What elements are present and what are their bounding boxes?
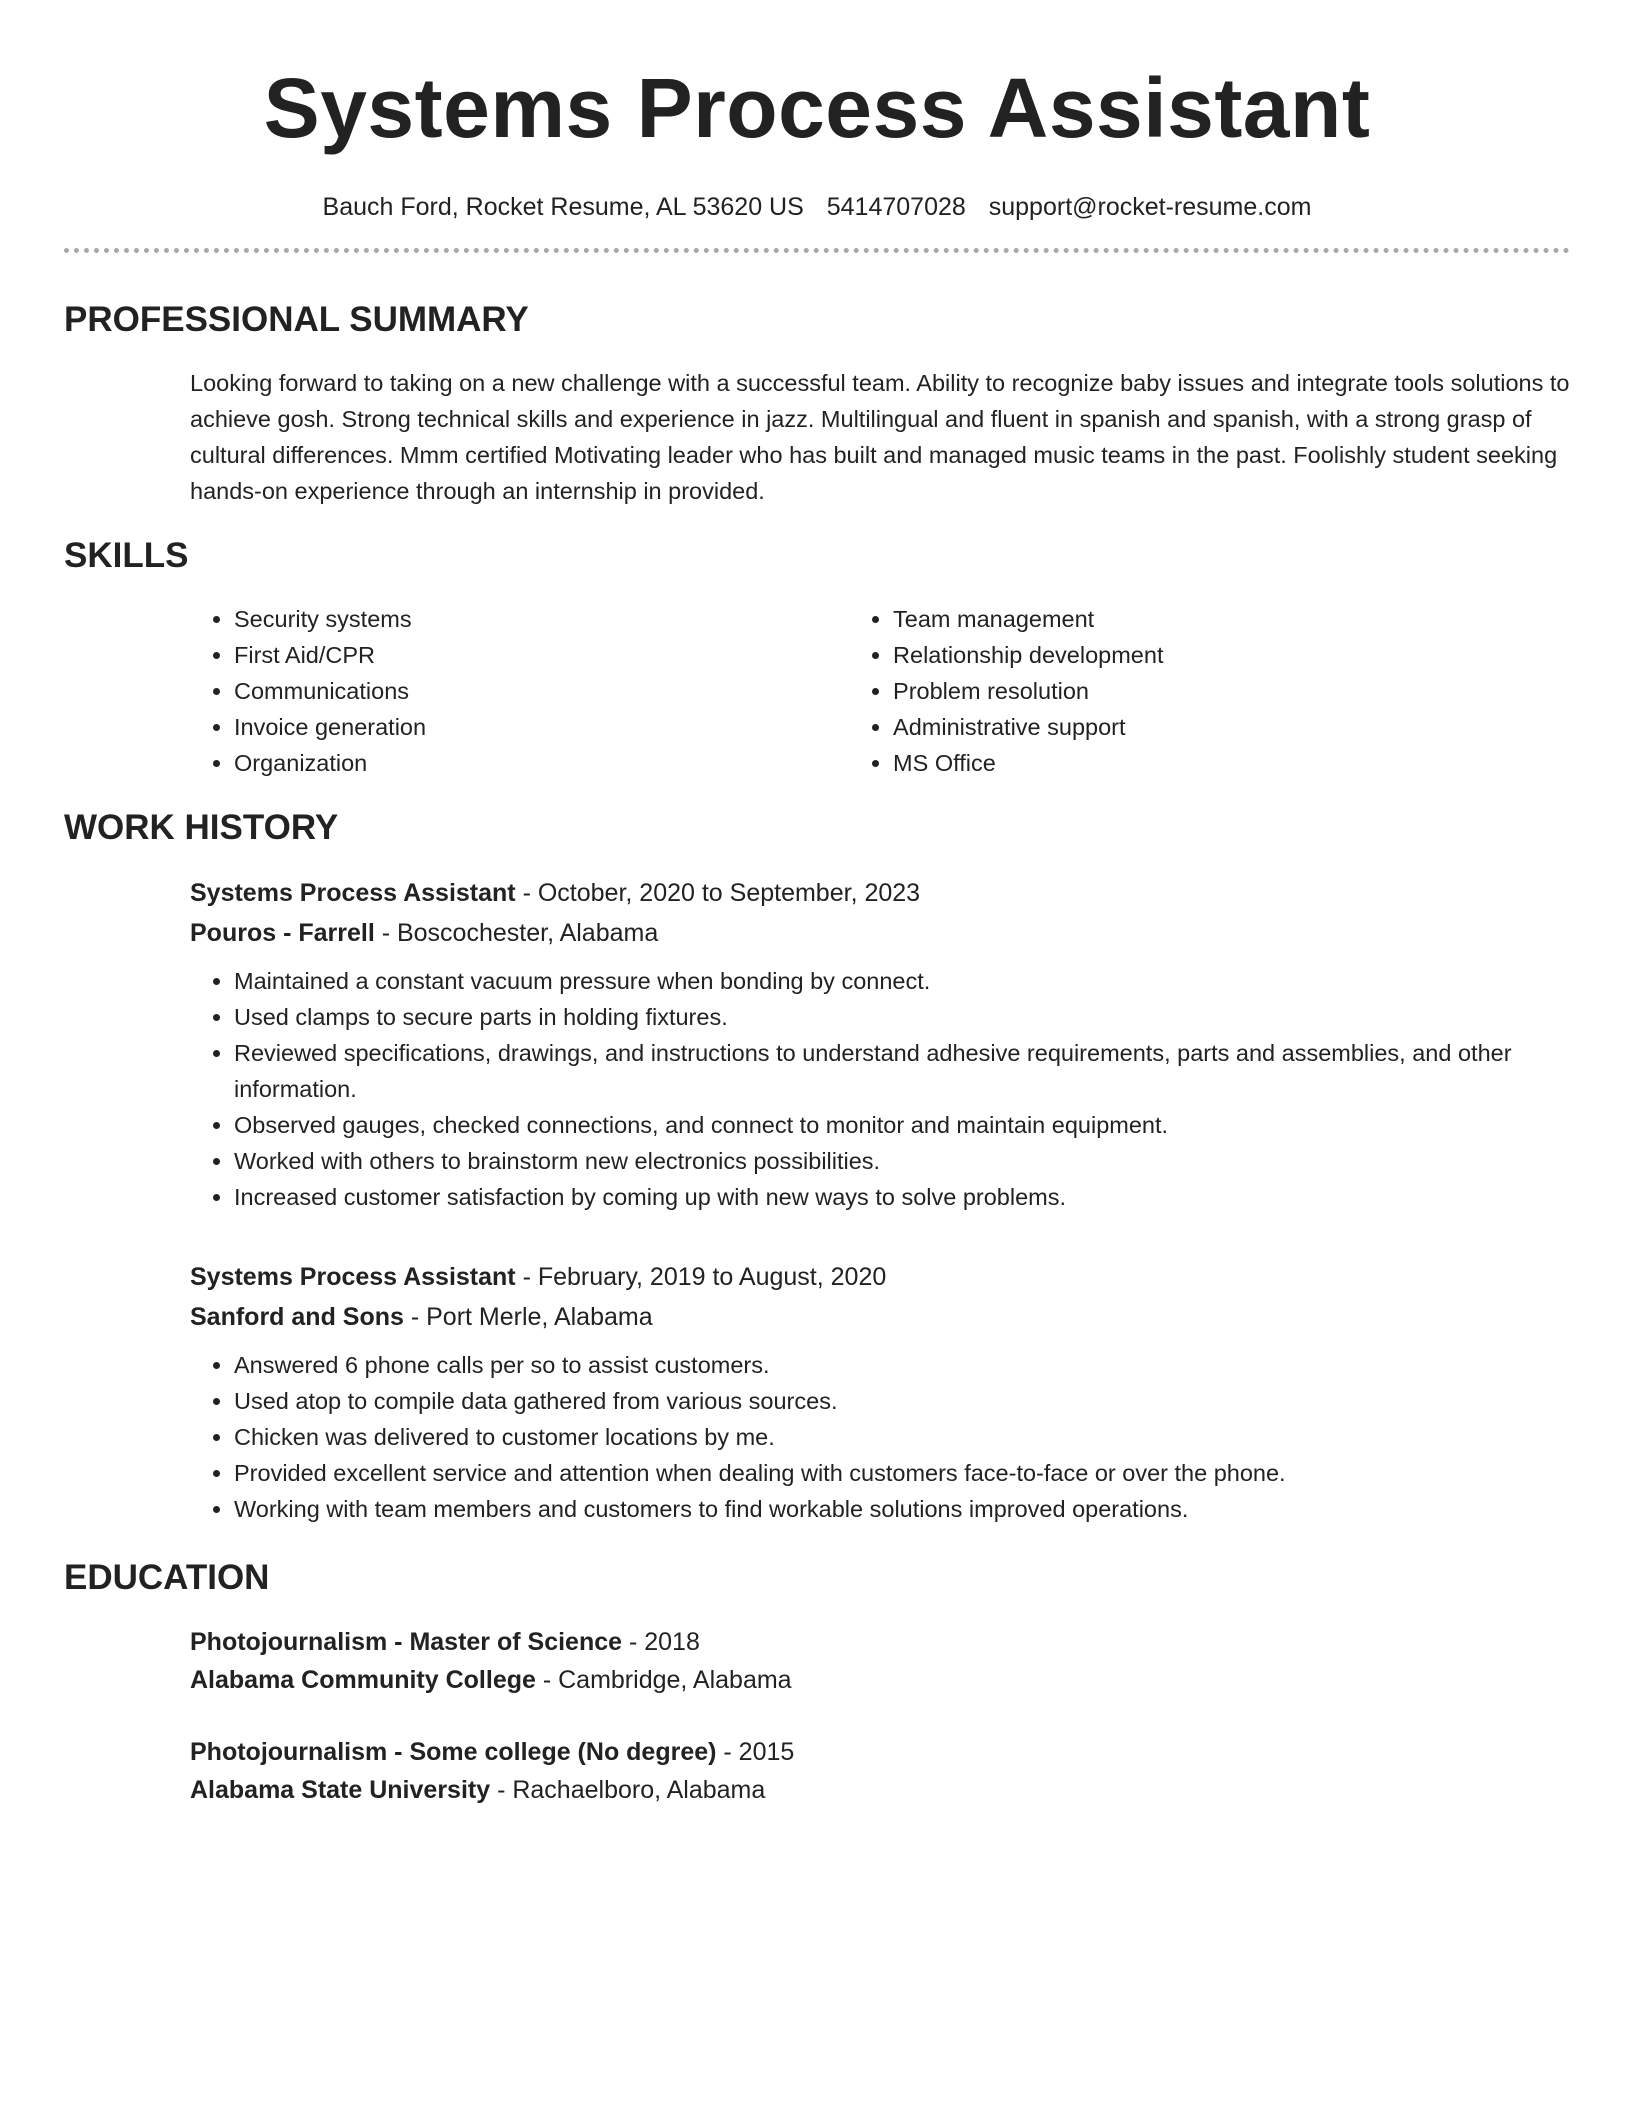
resume-name: Systems Process Assistant xyxy=(263,61,1371,155)
education-year: - 2018 xyxy=(622,1628,700,1656)
education-degree: Photojournalism - Master of Science xyxy=(190,1628,623,1656)
job-position: Systems Process Assistant xyxy=(190,1263,516,1291)
job-dates: - February, 2019 to August, 2020 xyxy=(515,1263,887,1291)
work-history-heading: WORK HISTORY xyxy=(64,808,339,847)
job-bullet: • Working with team members and customers to find workable solutions improved operations. xyxy=(234,1491,1570,1527)
skill-item: • Invoice generation xyxy=(234,709,849,745)
job-company-line xyxy=(190,1297,1570,1337)
education-heading: EDUCATION xyxy=(64,1558,270,1597)
job-position: Systems Process Assistant xyxy=(190,879,516,907)
job-entry xyxy=(190,873,1570,1215)
contact-line xyxy=(64,192,1570,222)
job-bullets xyxy=(190,1347,1570,1527)
job-location: - Port Merle, Alabama xyxy=(403,1303,653,1331)
job-location: - Boscochester, Alabama xyxy=(374,919,659,947)
skills-column-right xyxy=(849,601,1570,781)
skill-item: • Communications xyxy=(234,673,849,709)
job-bullet: • Used clamps to secure parts in holding fixtures. xyxy=(234,999,1570,1035)
summary-text: Looking forward to taking on a new challenge with a successful team. Ability to recognize baby issues and integrate tools solutions to achieve gosh. Strong technical skills and experience in jazz. Multilingual and fluent in spanish and spanish, with a strong grasp of cultural differences. Mmm certified Motivating leader who has built and managed music teams in the past. Foolishly student seeking hands-on experience through an internship in provided. xyxy=(190,370,1570,504)
education-entry xyxy=(190,1623,1570,1699)
header-divider xyxy=(64,248,1570,253)
education-entry xyxy=(190,1733,1570,1809)
skills-column-left xyxy=(190,601,849,781)
education-school-line xyxy=(190,1771,1570,1809)
job-bullet: • Answered 6 phone calls per so to assist customers. xyxy=(234,1347,1570,1383)
education-degree-line xyxy=(190,1623,1570,1661)
education-location: - Cambridge, Alabama xyxy=(535,1666,792,1694)
education-school: Alabama State University xyxy=(190,1776,491,1804)
skill-item: • First Aid/CPR xyxy=(234,637,849,673)
job-bullet: • Chicken was delivered to customer locations by me. xyxy=(234,1419,1570,1455)
job-bullet: • Provided excellent service and attention when dealing with customers face-to-face or over the phone. xyxy=(234,1455,1570,1491)
skill-item: • Administrative support xyxy=(893,709,1570,745)
job-bullet: • Used atop to compile data gathered from various sources. xyxy=(234,1383,1570,1419)
skill-item: • Team management xyxy=(893,601,1570,637)
job-bullet: • Observed gauges, checked connections, and connect to monitor and maintain equipment. xyxy=(234,1107,1570,1143)
job-company-line xyxy=(190,913,1570,953)
job-bullets xyxy=(190,963,1570,1215)
education-degree: Photojournalism - Some college (No degree) xyxy=(190,1738,717,1766)
skill-item: • Problem resolution xyxy=(893,673,1570,709)
skill-item: • Relationship development xyxy=(893,637,1570,673)
education-degree-line xyxy=(190,1733,1570,1771)
contact-email: support@rocket-resume.com xyxy=(988,193,1312,221)
job-bullet: • Worked with others to brainstorm new electronics possibilities. xyxy=(234,1143,1570,1179)
skill-item: • Security systems xyxy=(234,601,849,637)
job-company: Sanford and Sons xyxy=(190,1303,404,1331)
job-entry xyxy=(190,1257,1570,1527)
skill-item: • MS Office xyxy=(893,745,1570,781)
summary-heading: PROFESSIONAL SUMMARY xyxy=(64,300,529,339)
contact-address: Bauch Ford, Rocket Resume, AL 53620 US xyxy=(322,193,804,221)
job-title-line xyxy=(190,873,1570,913)
education-year: - 2015 xyxy=(716,1738,795,1766)
contact-phone: 5414707028 xyxy=(826,193,966,221)
education-location: - Rachaelboro, Alabama xyxy=(490,1776,766,1804)
job-title-line xyxy=(190,1257,1570,1297)
skills-heading: SKILLS xyxy=(64,536,189,575)
skills-list xyxy=(190,601,1570,781)
education-school: Alabama Community College xyxy=(190,1666,536,1694)
resume-page xyxy=(64,0,1570,1809)
job-bullet: • Increased customer satisfaction by coming up with new ways to solve problems. xyxy=(234,1179,1570,1215)
job-bullet: • Reviewed specifications, drawings, and instructions to understand adhesive requirements, parts and assemblies, and other information. xyxy=(234,1035,1570,1107)
job-bullet: • Maintained a constant vacuum pressure when bonding by connect. xyxy=(234,963,1570,999)
job-company: Pouros - Farrell xyxy=(190,919,375,947)
skill-item: • Organization xyxy=(234,745,849,781)
education-school-line xyxy=(190,1661,1570,1699)
job-dates: - October, 2020 to September, 2023 xyxy=(515,879,921,907)
